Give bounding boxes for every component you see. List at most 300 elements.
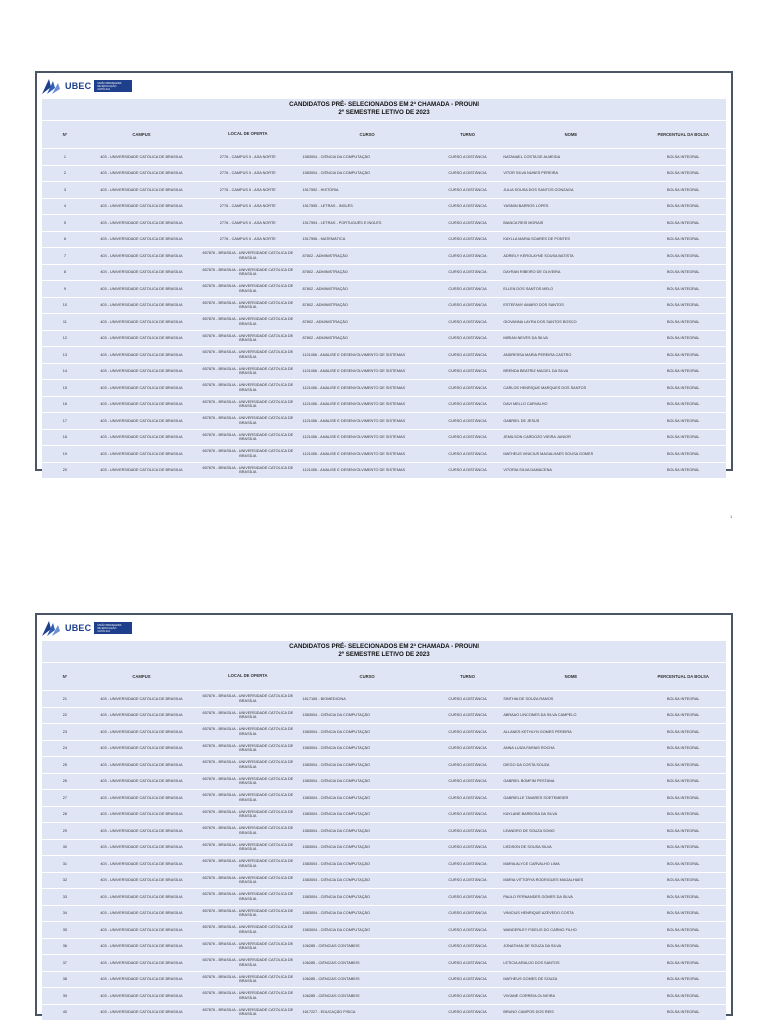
table-row <box>42 773 726 790</box>
cell-campus: 403 - UNIVERSIDADE CATÓLICA DE BRASÍLIA <box>100 894 183 899</box>
cell-nome: BIANCA REIS MORAIS <box>503 220 544 225</box>
table-row <box>42 412 726 429</box>
table-row <box>42 346 726 363</box>
cell-nome: VITOR SILVA NUNES PEREIRA <box>503 171 558 176</box>
table-row <box>42 148 726 165</box>
cell-number: 21 <box>62 696 67 701</box>
cell-curso: 1583004 - CIÊNCIA DA COMPUTAÇÃO <box>302 713 370 718</box>
cell-local: 2776 - CAMPUS II - ASA NORTE <box>219 220 276 225</box>
cell-percentual: BOLSA INTEGRAL <box>667 154 700 159</box>
header-number: Nº <box>62 674 68 679</box>
cell-turno: CURSO A DISTÂNCIA <box>448 253 487 258</box>
cell-number: 15 <box>62 385 67 390</box>
cell-percentual: BOLSA INTEGRAL <box>667 319 700 324</box>
table-row <box>42 690 726 707</box>
cell-local: 657876 - BRASÍLIA - UNIVERSIDADE CATÓLICA DE BRASÍLIA <box>202 333 294 343</box>
cell-nome: MATHEUS VINICIUS MAGALHAES SOUSA GOMES <box>503 451 594 456</box>
ubec-logo <box>41 618 132 638</box>
cell-nome: ALLANES KETHLYN GOMES PEREIRA <box>503 729 572 734</box>
cell-campus: 403 - UNIVERSIDADE CATÓLICA DE BRASÍLIA <box>100 336 183 341</box>
cell-percentual: BOLSA INTEGRAL <box>667 812 700 817</box>
ubec-logo <box>41 76 132 96</box>
cell-turno: CURSO A DISTÂNCIA <box>448 729 487 734</box>
cell-campus: 403 - UNIVERSIDADE CATÓLICA DE BRASÍLIA <box>100 713 183 718</box>
cell-campus: 403 - UNIVERSIDADE CATÓLICA DE BRASÍLIA <box>100 960 183 965</box>
title-line-1: CANDIDATOS PRÉ- SELECIONADOS EM 2ª CHAMADA - PROUNI <box>289 101 479 108</box>
cell-local: 657876 - BRASÍLIA - UNIVERSIDADE CATÓLICA DE BRASÍLIA <box>202 449 294 458</box>
cell-number: 12 <box>62 336 67 341</box>
header-turno: TURNO <box>460 132 475 137</box>
table-row <box>42 214 726 231</box>
cell-turno: CURSO A DISTÂNCIA <box>448 927 487 932</box>
cell-turno: CURSO A DISTÂNCIA <box>448 385 487 390</box>
cell-local: 657876 - BRASÍLIA - UNIVERSIDADE CATÓLICA DE BRASÍLIA <box>202 859 294 868</box>
cell-local: 657876 - BRASÍLIA - UNIVERSIDADE CATÓLICA DE BRASÍLIA <box>202 974 294 984</box>
cell-percentual: BOLSA INTEGRAL <box>667 286 700 291</box>
cell-campus: 403 - UNIVERSIDADE CATÓLICA DE BRASÍLIA <box>100 746 183 751</box>
table-body <box>42 148 726 478</box>
cell-local: 657876 - BRASÍLIA - UNIVERSIDADE CATÓLICA DE BRASÍLIA <box>202 267 294 277</box>
cell-curso: 1517595 - LETRAS - INGLÊS <box>302 204 353 209</box>
cell-campus: 403 - UNIVERSIDADE CATÓLICA DE BRASÍLIA <box>100 319 183 324</box>
cell-number: 13 <box>62 352 67 357</box>
table-row <box>42 756 726 773</box>
cell-campus: 403 - UNIVERSIDADE CATÓLICA DE BRASÍLIA <box>100 762 183 767</box>
cell-curso: 1583004 - CIÊNCIA DA COMPUTAÇÃO <box>302 828 370 833</box>
cell-local: 657876 - BRASÍLIA - UNIVERSIDADE CATÓLICA DE BRASÍLIA <box>202 727 294 736</box>
cell-number: 9 <box>63 286 66 291</box>
table-row <box>42 822 726 839</box>
cell-number: 40 <box>62 1010 67 1015</box>
header-nome: NOME <box>564 132 578 137</box>
cell-curso: 1617227 - EDUCAÇÃO FÍSICA <box>302 1010 356 1015</box>
cell-turno: CURSO A DISTÂNCIA <box>448 237 487 242</box>
cell-curso: 87802 - ADMINISTRAÇÃO <box>302 303 348 308</box>
header-percentual: PERCENTUAL DA BOLSA <box>657 132 709 137</box>
cell-turno: CURSO A DISTÂNCIA <box>448 352 487 357</box>
cell-turno: CURSO A DISTÂNCIA <box>448 187 487 192</box>
cell-number: 23 <box>62 729 67 734</box>
cell-nome: SINTHIA DE SOUZA RAMOS <box>503 696 554 701</box>
cell-local: 657876 - BRASÍLIA - UNIVERSIDADE CATÓLICA DE BRASÍLIA <box>202 842 294 852</box>
cell-campus: 403 - UNIVERSIDADE CATÓLICA DE BRASÍLIA <box>100 812 183 817</box>
cell-number: 35 <box>62 927 67 932</box>
cell-turno: CURSO A DISTÂNCIA <box>448 944 487 949</box>
cell-nome: JULIA SOUSA DOS SANTOS GONZAGA <box>503 187 574 192</box>
cell-local: 657876 - BRASÍLIA - UNIVERSIDADE CATÓLICA DE BRASÍLIA <box>202 251 294 260</box>
cell-turno: CURSO A DISTÂNCIA <box>448 468 487 473</box>
cell-nome: GABRIEL BOMFIM PESTANA <box>503 779 555 784</box>
cell-turno: CURSO A DISTÂNCIA <box>448 911 487 916</box>
cell-local: 657876 - BRASÍLIA - UNIVERSIDADE CATÓLICA DE BRASÍLIA <box>202 465 294 475</box>
table-row <box>42 954 726 971</box>
cell-number: 36 <box>62 944 67 949</box>
cell-local: 657876 - BRASÍLIA - UNIVERSIDADE CATÓLICA DE BRASÍLIA <box>202 694 294 703</box>
cell-curso: 1517596 - MATEMÁTICA <box>302 237 346 242</box>
cell-number: 11 <box>62 319 67 324</box>
cell-local: 657876 - BRASÍLIA - UNIVERSIDADE CATÓLICA DE BRASÍLIA <box>202 432 294 442</box>
cell-turno: CURSO A DISTÂNCIA <box>448 960 487 965</box>
cell-curso: 1121456 - ANÁLISE E DESENVOLVIMENTO DE SISTEMAS <box>302 369 406 374</box>
cell-local: 657876 - BRASÍLIA - UNIVERSIDADE CATÓLICA DE BRASÍLIA <box>202 760 294 769</box>
cell-curso: 106285 - CIÊNCIAS CONTÁBEIS <box>302 977 360 982</box>
cell-curso: 1583004 - CIÊNCIA DA COMPUTAÇÃO <box>302 762 370 767</box>
cell-turno: CURSO A DISTÂNCIA <box>448 746 487 751</box>
cell-turno: CURSO A DISTÂNCIA <box>448 713 487 718</box>
cell-nome: LETICIA ARAUJO DOS SANTOS <box>503 960 560 965</box>
cell-campus: 403 - UNIVERSIDADE CATÓLICA DE BRASÍLIA <box>100 729 183 734</box>
cell-turno: CURSO A DISTÂNCIA <box>448 435 487 440</box>
cell-number: 22 <box>62 713 67 718</box>
table-row <box>42 231 726 248</box>
cell-local: 2776 - CAMPUS II - ASA NORTE <box>219 171 276 176</box>
cell-percentual: BOLSA INTEGRAL <box>667 993 700 998</box>
cell-local: 657876 - BRASÍLIA - UNIVERSIDADE CATÓLICA DE BRASÍLIA <box>202 399 294 409</box>
cell-campus: 403 - UNIVERSIDADE CATÓLICA DE BRASÍLIA <box>100 861 183 866</box>
cell-turno: CURSO A DISTÂNCIA <box>448 369 487 374</box>
cell-campus: 403 - UNIVERSIDADE CATÓLICA DE BRASÍLIA <box>100 187 183 192</box>
cell-number: 5 <box>63 220 66 225</box>
cell-local: 657876 - BRASÍLIA - UNIVERSIDADE CATÓLICA DE BRASÍLIA <box>202 809 294 819</box>
cell-percentual: BOLSA INTEGRAL <box>667 960 700 965</box>
cell-number: 18 <box>62 435 67 440</box>
cell-number: 37 <box>62 960 67 965</box>
cell-campus: 403 - UNIVERSIDADE CATÓLICA DE BRASÍLIA <box>100 977 183 982</box>
cell-nome: NATANAEL COSTA DE ALMEIDA <box>503 154 561 159</box>
cell-campus: 403 - UNIVERSIDADE CATÓLICA DE BRASÍLIA <box>100 303 183 308</box>
table-row <box>42 938 726 955</box>
cell-percentual: BOLSA INTEGRAL <box>667 237 700 242</box>
table-row <box>42 264 726 281</box>
cell-number: 8 <box>63 270 66 275</box>
cell-percentual: BOLSA INTEGRAL <box>667 696 700 701</box>
cell-nome: MARIA VITTORYA RODRIGUES MAGALHAES <box>503 878 584 883</box>
cell-campus: 403 - UNIVERSIDADE CATÓLICA DE BRASÍLIA <box>100 369 183 374</box>
cell-local: 657876 - BRASÍLIA - UNIVERSIDADE CATÓLICA DE BRASÍLIA <box>202 793 294 802</box>
cell-local: 2776 - CAMPUS II - ASA NORTE <box>219 154 276 159</box>
cell-number: 19 <box>62 451 67 456</box>
cell-campus: 403 - UNIVERSIDADE CATÓLICA DE BRASÍLIA <box>100 1010 183 1015</box>
cell-number: 25 <box>62 762 67 767</box>
cell-percentual: BOLSA INTEGRAL <box>667 369 700 374</box>
table-row <box>42 1004 726 1021</box>
table-row <box>42 806 726 823</box>
cell-nome: CARLOS HENRIQUE MARQUES DOS SANTOS <box>503 385 587 390</box>
cell-nome: LEANDRO DE SOUZA SOMO <box>503 828 555 833</box>
cell-curso: 87802 - ADMINISTRAÇÃO <box>302 253 348 258</box>
cell-percentual: BOLSA INTEGRAL <box>667 927 700 932</box>
cell-local: 657876 - BRASÍLIA - UNIVERSIDADE CATÓLICA DE BRASÍLIA <box>202 317 294 326</box>
cell-campus: 403 - UNIVERSIDADE CATÓLICA DE BRASÍLIA <box>100 270 183 275</box>
cell-local: 657876 - BRASÍLIA - UNIVERSIDADE CATÓLICA DE BRASÍLIA <box>202 743 294 753</box>
cell-turno: CURSO A DISTÂNCIA <box>448 220 487 225</box>
table-row <box>42 462 726 479</box>
cell-number: 26 <box>62 779 67 784</box>
cell-percentual: BOLSA INTEGRAL <box>667 713 700 718</box>
cell-nome: ABRAAO LINCONES DA SILVA CAMPELO <box>503 713 577 718</box>
cell-nome: PAULO FERNANDES GOMES DA SILVA <box>503 894 573 899</box>
cell-turno: CURSO A DISTÂNCIA <box>448 894 487 899</box>
cell-local: 657876 - BRASÍLIA - UNIVERSIDADE CATÓLICA DE BRASÍLIA <box>202 383 294 392</box>
brand-tagline-line1: UNIÃO BRASILEIRA <box>97 624 122 627</box>
cell-curso: 1583004 - CIÊNCIA DA COMPUTAÇÃO <box>302 878 370 883</box>
table-header <box>42 663 726 690</box>
cell-nome: GABRIEL DE JESUS <box>503 418 540 423</box>
cell-local: 657876 - BRASÍLIA - UNIVERSIDADE CATÓLICA DE BRASÍLIA <box>202 776 294 786</box>
cell-percentual: BOLSA INTEGRAL <box>667 303 700 308</box>
cell-curso: 1121456 - ANÁLISE E DESENVOLVIMENTO DE SISTEMAS <box>302 468 406 473</box>
ubec-symbol-icon <box>41 619 63 637</box>
cell-campus: 403 - UNIVERSIDADE CATÓLICA DE BRASÍLIA <box>100 352 183 357</box>
cell-campus: 403 - UNIVERSIDADE CATÓLICA DE BRASÍLIA <box>100 878 183 883</box>
cell-turno: CURSO A DISTÂNCIA <box>448 845 487 850</box>
cell-percentual: BOLSA INTEGRAL <box>667 270 700 275</box>
table-row <box>42 839 726 856</box>
cell-local: 2776 - CAMPUS II - ASA NORTE <box>219 204 276 209</box>
cell-curso: 1583004 - CIÊNCIA DA COMPUTAÇÃO <box>302 894 370 899</box>
table-row <box>42 723 726 740</box>
table-row <box>42 987 726 1004</box>
cell-curso: 1121456 - ANÁLISE E DESENVOLVIMENTO DE SISTEMAS <box>302 418 406 423</box>
cell-curso: 1583004 - CIÊNCIA DA COMPUTAÇÃO <box>302 779 370 784</box>
table-row <box>42 363 726 380</box>
cell-curso: 1121456 - ANÁLISE E DESENVOLVIMENTO DE SISTEMAS <box>302 402 406 407</box>
cell-number: 27 <box>62 795 67 800</box>
cell-curso: 1583004 - CIÊNCIA DA COMPUTAÇÃO <box>302 729 370 734</box>
cell-number: 14 <box>62 369 67 374</box>
cell-nome: YASMIN BARROS LOPES <box>503 204 549 209</box>
table-row <box>42 181 726 198</box>
cell-nome: ANNA LUIZA FARIAS ROCHA <box>503 746 555 751</box>
table-row <box>42 789 726 806</box>
cell-percentual: BOLSA INTEGRAL <box>667 878 700 883</box>
header-local: LOCAL DE OFERTA <box>228 132 268 137</box>
cell-turno: CURSO A DISTÂNCIA <box>448 977 487 982</box>
cell-local: 657876 - BRASÍLIA - UNIVERSIDADE CATÓLICA DE BRASÍLIA <box>202 1007 294 1017</box>
cell-percentual: BOLSA INTEGRAL <box>667 762 700 767</box>
cell-campus: 403 - UNIVERSIDADE CATÓLICA DE BRASÍLIA <box>100 154 183 159</box>
cell-number: 4 <box>63 204 66 209</box>
cell-turno: CURSO A DISTÂNCIA <box>448 1010 487 1015</box>
cell-number: 1 <box>63 154 66 159</box>
table-row <box>42 888 726 905</box>
cell-percentual: BOLSA INTEGRAL <box>667 468 700 473</box>
cell-nome: JONATHAN DE SOUZA DA SILVA <box>503 944 562 949</box>
cell-number: 39 <box>62 993 67 998</box>
cell-campus: 403 - UNIVERSIDADE CATÓLICA DE BRASÍLIA <box>100 828 183 833</box>
title-line-1: CANDIDATOS PRÉ- SELECIONADOS EM 2ª CHAMADA - PROUNI <box>289 643 479 650</box>
cell-percentual: BOLSA INTEGRAL <box>667 828 700 833</box>
cell-campus: 403 - UNIVERSIDADE CATÓLICA DE BRASÍLIA <box>100 779 183 784</box>
cell-turno: CURSO A DISTÂNCIA <box>448 204 487 209</box>
cell-number: 33 <box>62 894 67 899</box>
cell-curso: 1121456 - ANÁLISE E DESENVOLVIMENTO DE SISTEMAS <box>302 352 406 357</box>
cell-number: 17 <box>62 418 67 423</box>
cell-percentual: BOLSA INTEGRAL <box>667 253 700 258</box>
header-campus: CAMPUS <box>132 674 151 679</box>
cell-campus: 403 - UNIVERSIDADE CATÓLICA DE BRASÍLIA <box>100 451 183 456</box>
cell-local: 657876 - BRASÍLIA - UNIVERSIDADE CATÓLICA DE BRASÍLIA <box>202 958 294 967</box>
brand-tagline <box>94 622 132 634</box>
cell-nome: ANDRESSA MARIA PEREIRA CASTRO <box>503 352 572 357</box>
cell-nome: JEMILSON CARDOZO VIEIRA JUNIOR <box>503 435 571 440</box>
cell-turno: CURSO A DISTÂNCIA <box>448 795 487 800</box>
cell-nome: VINICIUS HENRIQUE AZEVEDO COSTA <box>503 911 574 916</box>
cell-local: 657876 - BRASÍLIA - UNIVERSIDADE CATÓLICA DE BRASÍLIA <box>202 908 294 918</box>
cell-percentual: BOLSA INTEGRAL <box>667 435 700 440</box>
cell-nome: LIEDSON DE SOUSA SILVA <box>503 845 552 850</box>
cell-curso: 1121456 - ANÁLISE E DESENVOLVIMENTO DE SISTEMAS <box>302 385 406 390</box>
cell-nome: GIOVANNA LAYRA DOS SANTOS BOSCO <box>503 319 577 324</box>
title-line-2: 2º SEMESTRE LETIVO DE 2023 <box>338 109 430 116</box>
table-row <box>42 379 726 396</box>
cell-campus: 403 - UNIVERSIDADE CATÓLICA DE BRASÍLIA <box>100 944 183 949</box>
table-row <box>42 396 726 413</box>
cell-campus: 403 - UNIVERSIDADE CATÓLICA DE BRASÍLIA <box>100 795 183 800</box>
cell-curso: 1121456 - ANÁLISE E DESENVOLVIMENTO DE SISTEMAS <box>302 451 406 456</box>
cell-percentual: BOLSA INTEGRAL <box>667 418 700 423</box>
header-curso: CURSO <box>359 674 375 679</box>
cell-nome: VITORIA SILVA DAMACENA <box>503 468 552 473</box>
cell-number: 38 <box>62 977 67 982</box>
cell-curso: 1583004 - CIÊNCIA DA COMPUTAÇÃO <box>302 861 370 866</box>
cell-local: 657876 - BRASÍLIA - UNIVERSIDADE CATÓLICA DE BRASÍLIA <box>202 941 294 951</box>
cell-nome: WANDERLEY FIDELIS DO CARMO FILHO <box>503 927 577 932</box>
cell-nome: KAYLLA MARIA SOARES DE PONTES <box>503 237 570 242</box>
header-local: LOCAL DE OFERTA <box>228 674 268 679</box>
header-logo-bar <box>37 615 731 641</box>
table-row <box>42 855 726 872</box>
table-row <box>42 872 726 889</box>
header-percentual: PERCENTUAL DA BOLSA <box>657 674 709 679</box>
cell-number: 3 <box>63 187 66 192</box>
cell-campus: 403 - UNIVERSIDADE CATÓLICA DE BRASÍLIA <box>100 911 183 916</box>
cell-curso: 1583004 - CIÊNCIA DA COMPUTAÇÃO <box>302 845 370 850</box>
cell-nome: MATHEUS GOMES DE SOUZA <box>503 977 558 982</box>
cell-local: 657876 - BRASÍLIA - UNIVERSIDADE CATÓLICA DE BRASÍLIA <box>202 925 294 934</box>
cell-campus: 403 - UNIVERSIDADE CATÓLICA DE BRASÍLIA <box>100 435 183 440</box>
cell-turno: CURSO A DISTÂNCIA <box>448 171 487 176</box>
cell-nome: MIRIAN NEVES DA SILVA <box>503 336 548 341</box>
cell-percentual: BOLSA INTEGRAL <box>667 911 700 916</box>
table-row <box>42 445 726 462</box>
cell-percentual: BOLSA INTEGRAL <box>667 729 700 734</box>
cell-turno: CURSO A DISTÂNCIA <box>448 993 487 998</box>
cell-percentual: BOLSA INTEGRAL <box>667 204 700 209</box>
cell-curso: 1517594 - LETRAS - PORTUGUÊS E INGLÊS <box>302 220 382 225</box>
document-title <box>42 641 726 662</box>
cell-number: 29 <box>62 828 67 833</box>
cell-nome: BRUNO CAMPOS DOS REIS <box>503 1010 554 1015</box>
cell-curso: 106285 - CIÊNCIAS CONTÁBEIS <box>302 993 360 998</box>
table-row <box>42 429 726 446</box>
cell-curso: 87802 - ADMINISTRAÇÃO <box>302 286 348 291</box>
cell-percentual: BOLSA INTEGRAL <box>667 845 700 850</box>
cell-campus: 403 - UNIVERSIDADE CATÓLICA DE BRASÍLIA <box>100 468 183 473</box>
cell-nome: VIVIANE CORREIA OLIVEIRA <box>503 993 556 998</box>
table-row <box>42 971 726 988</box>
cell-percentual: BOLSA INTEGRAL <box>667 352 700 357</box>
brand-tagline <box>94 80 132 92</box>
cell-number: 30 <box>62 845 67 850</box>
cell-local: 657876 - BRASÍLIA - UNIVERSIDADE CATÓLICA DE BRASÍLIA <box>202 892 294 901</box>
cell-campus: 403 - UNIVERSIDADE CATÓLICA DE BRASÍLIA <box>100 418 183 423</box>
brand-tagline-line2: DE EDUCAÇÃO CATÓLICA <box>97 627 117 634</box>
cell-nome: ADRIELY KEROLAYNE SOUSA BATISTA <box>503 253 574 258</box>
cell-percentual: BOLSA INTEGRAL <box>667 977 700 982</box>
brand-tagline-line2: DE EDUCAÇÃO CATÓLICA <box>97 85 117 92</box>
brand-tagline-line1: UNIÃO BRASILEIRA <box>97 82 122 85</box>
cell-curso: 106285 - CIÊNCIAS CONTÁBEIS <box>302 944 360 949</box>
table-row <box>42 165 726 182</box>
cell-number: 31 <box>62 861 67 866</box>
cell-percentual: BOLSA INTEGRAL <box>667 385 700 390</box>
cell-percentual: BOLSA INTEGRAL <box>667 944 700 949</box>
table-row <box>42 297 726 314</box>
cell-nome: DAYRAN RIBEIRO DE OLIVEIRA <box>503 270 561 275</box>
document-title <box>42 99 726 120</box>
cell-number: 7 <box>63 253 66 258</box>
cell-local: 657876 - BRASÍLIA - UNIVERSIDADE CATÓLICA DE BRASÍLIA <box>202 991 294 1000</box>
cell-curso: 87802 - ADMINISTRAÇÃO <box>302 336 348 341</box>
cell-percentual: BOLSA INTEGRAL <box>667 1010 700 1015</box>
cell-nome: DAVI MELLO CARVALHO <box>503 402 548 407</box>
cell-curso: 1517592 - HISTÓRIA <box>302 187 339 192</box>
ubec-symbol-icon <box>41 77 63 95</box>
cell-number: 24 <box>62 746 67 751</box>
cell-number: 28 <box>62 812 67 817</box>
cell-turno: CURSO A DISTÂNCIA <box>448 319 487 324</box>
table-row <box>42 280 726 297</box>
cell-turno: CURSO A DISTÂNCIA <box>448 878 487 883</box>
cell-turno: CURSO A DISTÂNCIA <box>448 286 487 291</box>
cell-turno: CURSO A DISTÂNCIA <box>448 762 487 767</box>
cell-nome: GABRIELLE TAVARES SOETEMEIER <box>503 795 569 800</box>
cell-turno: CURSO A DISTÂNCIA <box>448 779 487 784</box>
table-row <box>42 905 726 922</box>
cell-number: 34 <box>62 911 67 916</box>
cell-nome: KAYLANE BARBOSA DA SILVA <box>503 812 558 817</box>
table-row <box>42 330 726 347</box>
cell-curso: 1583004 - CIÊNCIA DA COMPUTAÇÃO <box>302 812 370 817</box>
cell-local: 2776 - CAMPUS II - ASA NORTE <box>219 187 276 192</box>
cell-curso: 1121456 - ANÁLISE E DESENVOLVIMENTO DE SISTEMAS <box>302 435 406 440</box>
cell-turno: CURSO A DISTÂNCIA <box>448 303 487 308</box>
table-row <box>42 707 726 724</box>
header-logo-bar <box>37 73 731 99</box>
cell-local: 657876 - BRASÍLIA - UNIVERSIDADE CATÓLICA DE BRASÍLIA <box>202 350 294 359</box>
cell-curso: 1583004 - CIÊNCIA DA COMPUTAÇÃO <box>302 795 370 800</box>
cell-percentual: BOLSA INTEGRAL <box>667 187 700 192</box>
page-number: 1 <box>730 514 733 519</box>
cell-campus: 403 - UNIVERSIDADE CATÓLICA DE BRASÍLIA <box>100 385 183 390</box>
cell-local: 657876 - BRASÍLIA - UNIVERSIDADE CATÓLICA DE BRASÍLIA <box>202 826 294 835</box>
cell-turno: CURSO A DISTÂNCIA <box>448 418 487 423</box>
cell-local: 657876 - BRASÍLIA - UNIVERSIDADE CATÓLICA DE BRASÍLIA <box>202 366 294 376</box>
table-row <box>42 247 726 264</box>
cell-turno: CURSO A DISTÂNCIA <box>448 861 487 866</box>
cell-campus: 403 - UNIVERSIDADE CATÓLICA DE BRASÍLIA <box>100 993 183 998</box>
cell-campus: 403 - UNIVERSIDADE CATÓLICA DE BRASÍLIA <box>100 402 183 407</box>
cell-nome: ELLEN DOS SANTOS MELO <box>503 286 554 291</box>
table-body <box>42 690 726 1020</box>
cell-curso: 87802 - ADMINISTRAÇÃO <box>302 270 348 275</box>
cell-percentual: BOLSA INTEGRAL <box>667 171 700 176</box>
cell-local: 2776 - CAMPUS II - ASA NORTE <box>219 237 276 242</box>
cell-nome: BRENDA BEATRIZ MACIEL DA SILVA <box>503 369 569 374</box>
cell-curso: 1583004 - CIÊNCIA DA COMPUTAÇÃO <box>302 154 370 159</box>
cell-curso: 1583004 - CIÊNCIA DA COMPUTAÇÃO <box>302 927 370 932</box>
